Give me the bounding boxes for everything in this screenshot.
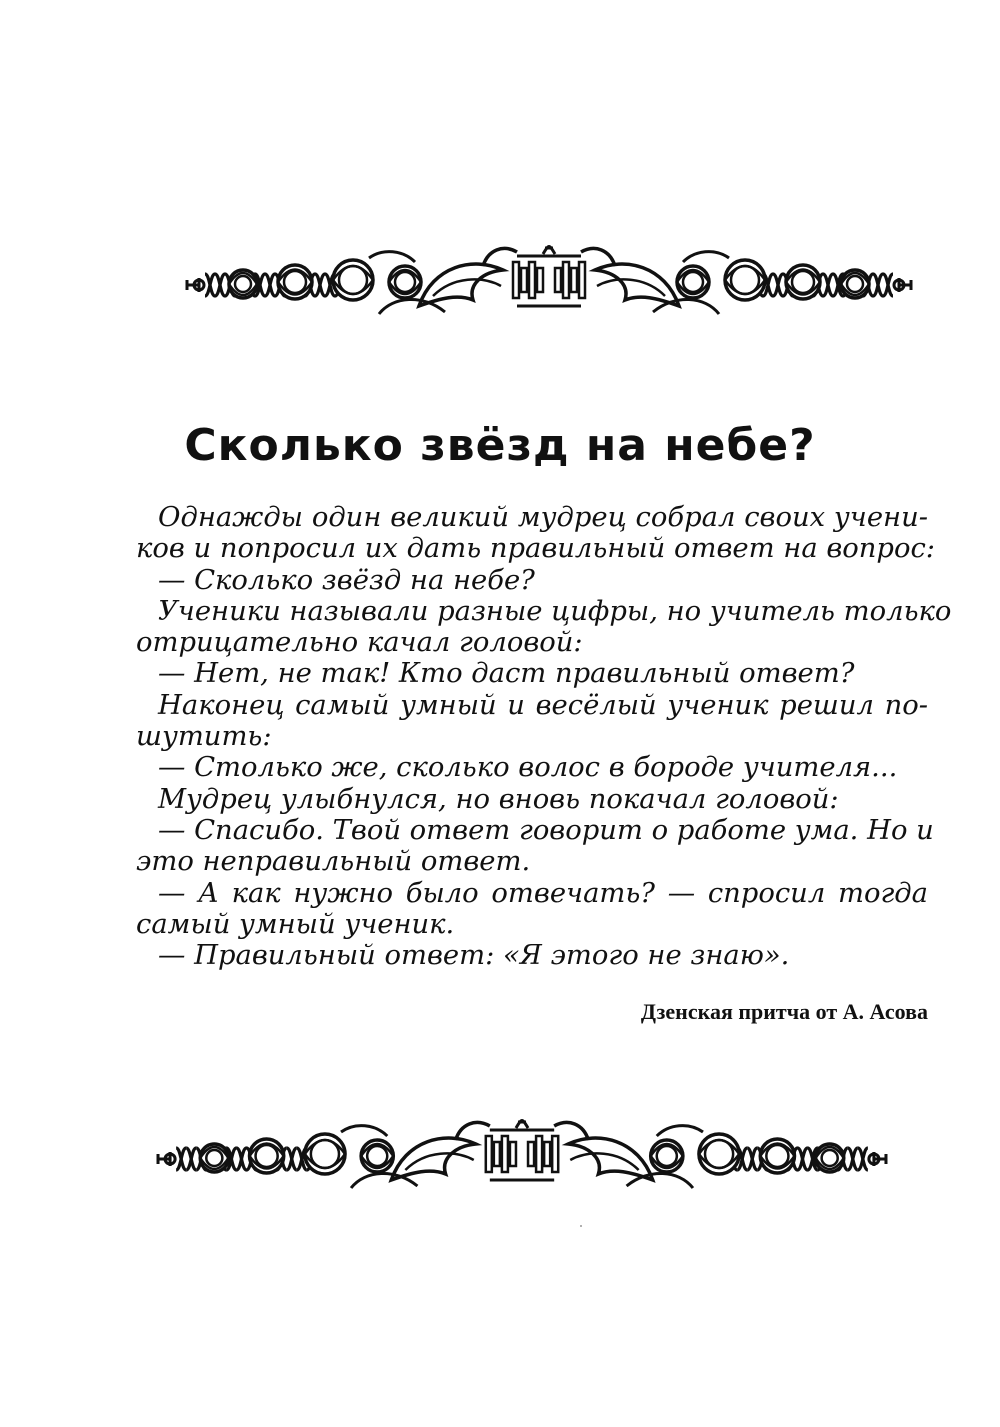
text-line: ков и попросил их дать правильный ответ на вопрос: [136, 533, 936, 565]
text-line: шутить: [136, 721, 272, 753]
text-line: — Сколько звёзд на небе? [158, 564, 535, 596]
text-line: самый умный ученик. [136, 908, 455, 940]
text-line: — Спасибо. Твой ответ говорит о работе ума. Но и [158, 814, 934, 846]
text-line: — Правильный ответ: «Я этого не знаю». [158, 940, 790, 972]
text-line: Ученики называли разные цифры, но учитель только [158, 595, 952, 627]
attribution: Дзенская притча от А. Асова [640, 999, 928, 1024]
text-line: Мудрец улыбнулся, но вновь покачал головой: [158, 783, 839, 815]
text-line: Наконец самый умный и весёлый ученик решил по- [158, 689, 928, 721]
speck [580, 1225, 582, 1227]
celtic-knot-bird-border-icon [183, 236, 915, 328]
text-line: это неправильный ответ. [136, 846, 531, 878]
text-line: — А как нужно было отвечать? — спросил тогда [158, 877, 928, 909]
text-line: отрицательно качал головой: [136, 627, 583, 659]
text-line: Однажды один великий мудрец собрал своих учени- [158, 502, 928, 533]
text-line: — Нет, не так! Кто даст правильный ответ? [158, 658, 855, 690]
parable-text [136, 502, 952, 972]
text-line: — Столько же, сколько волос в бороде учителя... [158, 752, 898, 784]
celtic-knot-bird-border-icon [154, 1110, 890, 1202]
page-title: Сколько звёзд на небе? [184, 420, 816, 471]
